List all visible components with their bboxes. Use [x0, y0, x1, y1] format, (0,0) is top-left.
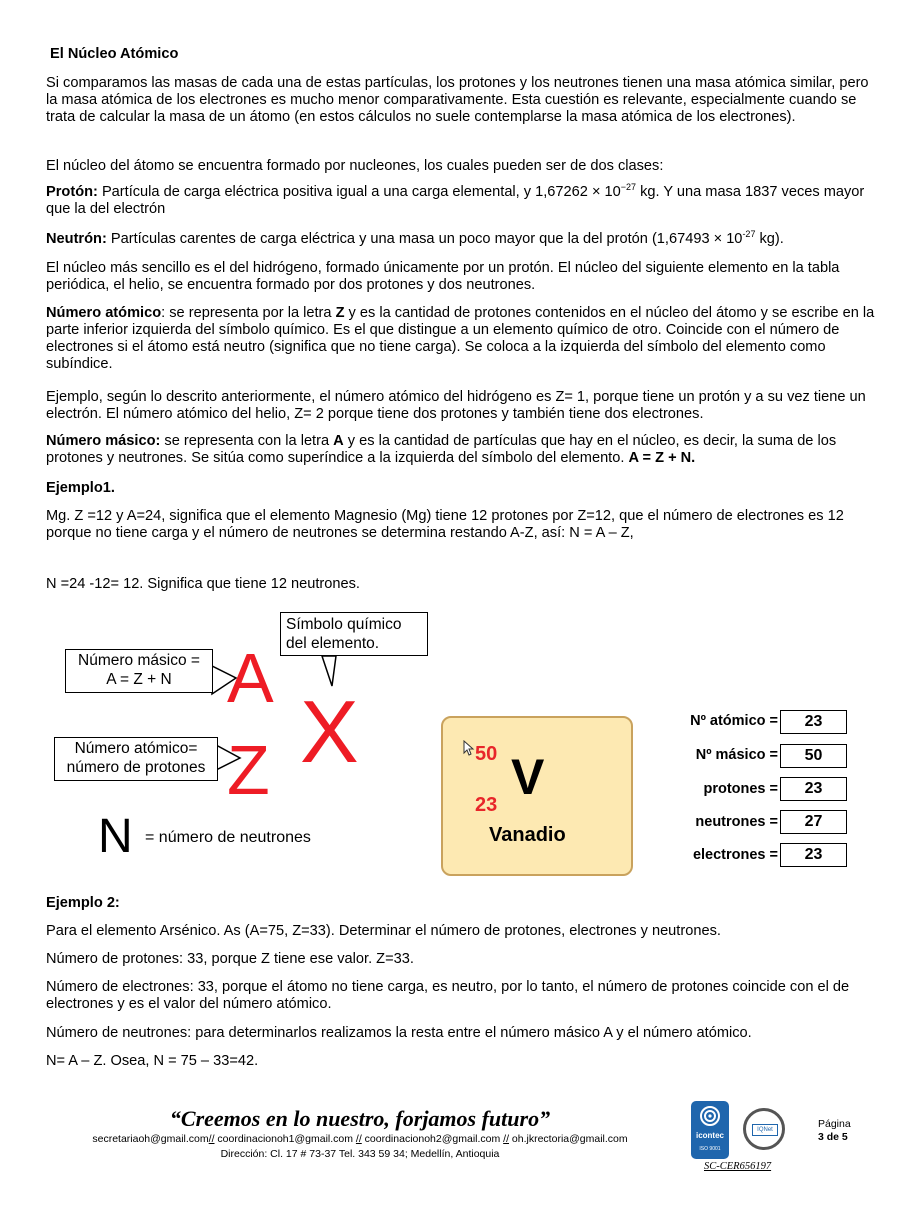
mass-formula: A = Z + N. [628, 450, 696, 466]
footer-motto: “Creemos en lo nuestro, forjamos futuro” [169, 1106, 551, 1131]
row-label-atomic: Nº atómico = [690, 713, 778, 729]
symbol-letter-x: X [300, 682, 359, 781]
card-mass-number: 50 [475, 743, 498, 765]
icontec-logo: icontec ISO 9001 [691, 1101, 729, 1159]
mass-callout: Número másico = A = Z + N [65, 649, 213, 693]
page-indicator: Página 3 de 5 [818, 1118, 851, 1143]
atomic-number-definition: Número atómico: se representa por la letra Z y es la cantidad de protones contenidos en el núcleo del átomo y se escribe en la parte inferior izquierda del símbolo químico. Es el que distingue a un elemento químico de otro. Coincide con el número de electrones si el átomo está neutro (significa que no tiene carga). Se coloca a la izquierda del símbolo del elemento como subíndice. [46, 305, 875, 372]
row-label-mass: Nº másico = [695, 747, 778, 763]
neutron-letter-n: N [98, 810, 133, 863]
proton-term: Protón: [46, 184, 98, 200]
email-link[interactable]: secretariaoh@gmail.com [92, 1133, 209, 1145]
footer-emails: secretariaoh@gmail.com// coordinacionoh1@gmail.com // coordinacionoh2@gmail.com // oh.jkrectoria@gmail.com [92, 1133, 628, 1145]
row-value-mass: 50 [780, 744, 847, 768]
example2-line: Número de electrones: 33, porque el átomo no tiene carga, es neutro, por lo tanto, el número de protones coincide con el de electrones y es el valor del número atómico. [46, 979, 850, 1012]
neutron-definition: Neutrón: Partículas carentes de carga eléctrica y una masa un poco mayor que la del protón ($1,67493 \times 10^{-27}$ kg). [46, 229, 784, 247]
mass-number-term: Número másico: [46, 433, 161, 449]
atomic-callout: Número atómico= número de protones [54, 737, 218, 781]
card-symbol: V [511, 749, 545, 805]
email-link[interactable]: oh.jkrectoria@gmail.com [511, 1133, 628, 1145]
atomic-example-paragraph: Ejemplo, según lo descrito anteriormente, el número atómico del hidrógeno es Z= 1, porque tiene un protón y a su vez tiene un electrón. El número atómico del helio, Z= 2 porque tiene dos protones y también tiene dos electrones. [46, 389, 866, 422]
iqnet-logo: IQNet [743, 1108, 785, 1150]
mass-letter-a: A [227, 639, 274, 717]
symbol-callout: Símbolo químico del elemento. [280, 612, 428, 656]
vanadium-card [441, 716, 633, 876]
atomic-number-term: Número atómico [46, 305, 162, 321]
footer-address: Dirección: Cl. 17 # 73-37 Tel. 343 59 34; Medellín, Antioquia [220, 1148, 500, 1160]
row-value-electrons: 23 [780, 843, 847, 867]
email-link[interactable]: coordinacionoh2@gmail.com [364, 1133, 501, 1145]
example2-line: N= A – Z. Osea, N = 75 – 33=42. [46, 1053, 259, 1069]
neutron-term: Neutrón: [46, 231, 107, 247]
row-label-neutrons: neutrones = [695, 814, 778, 830]
example1-result: N =24 -12= 12. Significa que tiene 12 neutrones. [46, 576, 360, 592]
mass-number-definition: Número másico: se representa con la letra A y es la cantidad de partículas que hay en el núcleo, es decir, la suma de los protones y neutrones. Se sitúa como superíndice a la izquierda del símbolo del elemento. A = Z + N. [46, 433, 837, 466]
example1-text: Mg. Z =12 y A=24, significa que el elemento Magnesio (Mg) tiene 12 protones por Z=12, que el número de electrones es 12 porque no tiene carga y el número de neutrones se determina restando A-Z, así: N = A – Z, [46, 508, 844, 541]
row-label-electrons: electrones = [692, 847, 778, 863]
icontec-emblem-icon [699, 1105, 721, 1127]
intro-paragraph: Si comparamos las masas de cada una de estas partículas, los protones y los neutrones tienen una masa atómica similar, pero la masa atómica de los electrones es mucho menor comparativamente. Esta cuestión es relevante, especialmente cuando se trata de calcular la masa de un átomo (en estos cálculos no suele contemplarse la masa atómica de los electrones). [46, 75, 869, 125]
neutron-label: = número de neutrones [145, 829, 311, 846]
atomic-letter-z: Z [227, 731, 270, 809]
page-title: El Núcleo Atómico [50, 46, 179, 62]
example2-line: Número de neutrones: para determinarlos realizamos la resta entre el número másico A y el número atómico. [46, 1025, 752, 1041]
example1-title: Ejemplo1. [46, 480, 115, 496]
nucleons-paragraph: El núcleo del átomo se encuentra formado por nucleones, los cuales pueden ser de dos clases: [46, 158, 664, 174]
card-atomic-number: 23 [475, 794, 498, 816]
card-element-name: Vanadio [489, 824, 566, 846]
cursor-icon [463, 740, 475, 756]
email-link[interactable]: coordinacionoh1@gmail.com [217, 1133, 353, 1145]
row-label-protons: protones = [703, 781, 778, 797]
example2-line: Para el elemento Arsénico. As (A=75, Z=33). Determinar el número de protones, electrones y neutrones. [46, 923, 721, 939]
example2-line: Número de protones: 33, porque Z tiene ese valor. Z=33. [46, 951, 414, 967]
certificate-number: SC-CER656197 [704, 1161, 772, 1172]
row-value-neutrons: 27 [780, 810, 847, 834]
proton-definition: Protón: Partícula de carga eléctrica positiva igual a una carga elemental, y $1,67262 \times 10^{-27}$ kg. Y una masa 1837 veces mayor que la del electrón [46, 182, 865, 217]
row-value-atomic: 23 [780, 710, 847, 734]
hydrogen-paragraph: El núcleo más sencillo es el del hidrógeno, formado únicamente por un protón. El núcleo del siguiente elemento en la tabla periódica, el helio, se encuentra formado por dos protones y dos neutrones. [46, 260, 840, 293]
example2-title: Ejemplo 2: [46, 895, 120, 911]
row-value-protons: 23 [780, 777, 847, 801]
